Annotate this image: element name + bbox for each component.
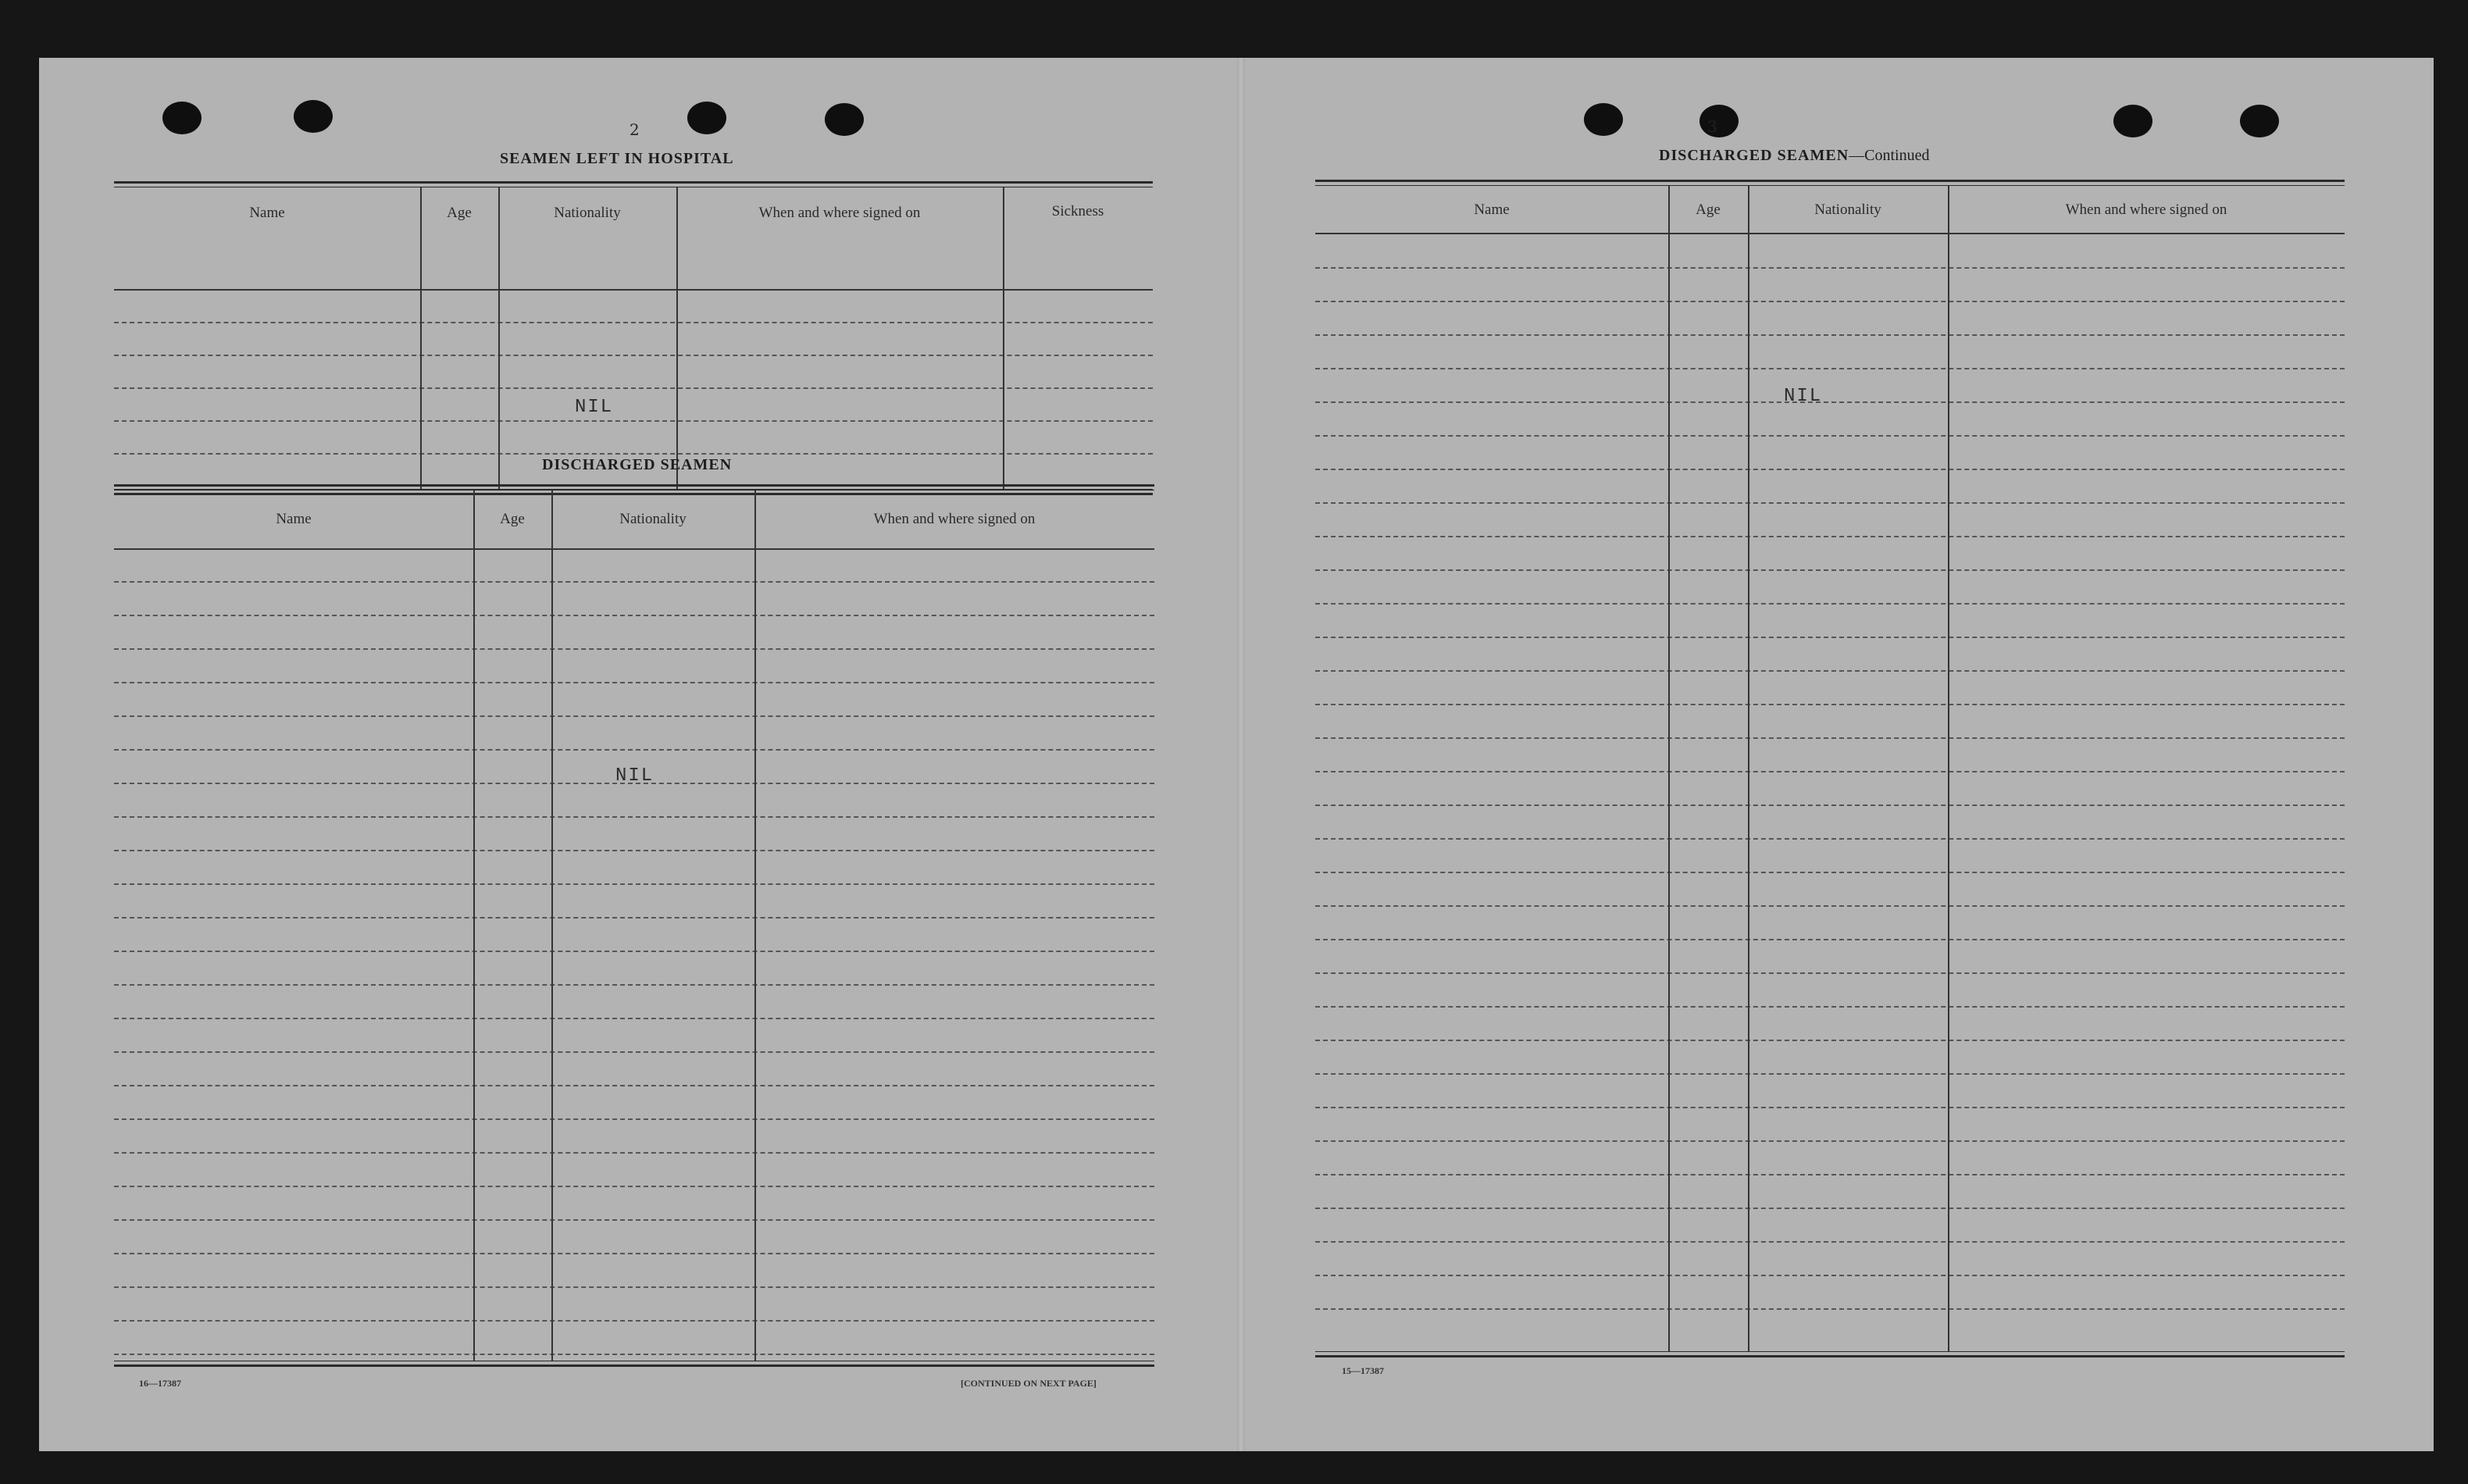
form-number: 16—17387: [139, 1378, 181, 1389]
ruled-line: [1315, 1308, 2345, 1310]
column-header-age: Age: [1696, 202, 1721, 218]
left-page: [39, 58, 1239, 1451]
ruled-line: [114, 1018, 1154, 1019]
ruled-line: [114, 1085, 1154, 1086]
section-title-discharged-continued: DISCHARGED SEAMEN—Continued: [1659, 147, 1930, 164]
ruled-line: [114, 1186, 1154, 1187]
ruled-line: [114, 883, 1154, 885]
ruled-line: [114, 850, 1154, 851]
continued-note: [CONTINUED ON NEXT PAGE]: [961, 1378, 1097, 1389]
ruled-line: [114, 816, 1154, 818]
ruled-line: [114, 1152, 1154, 1154]
ruled-line: [1315, 771, 2345, 772]
discharged-table-left: [114, 484, 1154, 1367]
column-header-signed-on: When and where signed on: [2065, 202, 2227, 218]
right-page: [1242, 58, 2434, 1451]
discharged-table-right: [1315, 180, 2345, 1357]
ruled-line: [1315, 872, 2345, 873]
ruled-line: [114, 1320, 1154, 1322]
ruled-line: [114, 1051, 1154, 1053]
punch-hole: [162, 102, 202, 134]
punch-hole: [1699, 105, 1739, 137]
ruled-line: [1315, 1107, 2345, 1108]
ruled-line: [1315, 637, 2345, 638]
ruled-line: [1315, 804, 2345, 806]
ruled-line: [1315, 1174, 2345, 1175]
ruled-line: [1315, 1006, 2345, 1008]
ruled-line: [1315, 502, 2345, 504]
punch-hole: [1584, 103, 1623, 136]
column-header-nationality: Nationality: [554, 205, 621, 221]
form-number: 15—17387: [1342, 1365, 1384, 1376]
ruled-line: [114, 615, 1154, 616]
page-number: 2: [629, 120, 640, 139]
column-header-age: Age: [500, 511, 525, 527]
ruled-line: [1315, 536, 2345, 537]
document-sheet: [39, 58, 2434, 1451]
column-header-signed-on: When and where signed on: [873, 511, 1036, 527]
column-header-name: Name: [1474, 202, 1510, 218]
ruled-line: [1315, 972, 2345, 974]
ruled-line: [1315, 1241, 2345, 1243]
ruled-line: [114, 581, 1154, 583]
ruled-line: [1315, 469, 2345, 470]
section-title-discharged: DISCHARGED SEAMEN: [542, 456, 733, 473]
ruled-line: [1315, 301, 2345, 302]
ruled-line: [114, 1354, 1154, 1355]
ruled-line: [1315, 1275, 2345, 1276]
ruled-line: [1315, 267, 2345, 269]
punch-hole: [687, 102, 726, 134]
ruled-line: [114, 749, 1154, 751]
ruled-line: [1315, 1140, 2345, 1142]
ruled-line: [1315, 1208, 2345, 1209]
ruled-line: [114, 984, 1154, 986]
ruled-line: [114, 648, 1154, 650]
ruled-line: [1315, 905, 2345, 907]
column-header-name: Name: [276, 511, 312, 527]
ruled-line: [114, 1118, 1154, 1120]
ruled-line: [114, 917, 1154, 919]
column-header-signed-on: When and where signed on: [758, 205, 921, 221]
typed-entry-nil: NIL: [1784, 386, 1823, 407]
ruled-line: [1315, 670, 2345, 672]
page-number: 3: [1707, 117, 1717, 136]
ruled-line: [114, 1219, 1154, 1221]
ruled-line: [114, 715, 1154, 717]
ruled-line: [1315, 737, 2345, 739]
section-title-hospital: SEAMEN LEFT IN HOSPITAL: [500, 150, 734, 167]
ruled-line: [1315, 838, 2345, 840]
ruled-line: [1315, 435, 2345, 437]
column-header-nationality: Nationality: [1814, 202, 1881, 218]
hospital-table: [114, 181, 1153, 495]
ruled-line: [1315, 368, 2345, 369]
punch-hole: [825, 103, 864, 136]
ruled-line: [1315, 569, 2345, 571]
ruled-line: [114, 682, 1154, 683]
column-header-sickness: Sickness: [1051, 203, 1104, 219]
ruled-line: [114, 1286, 1154, 1288]
ruled-line: [1315, 334, 2345, 336]
ruled-line: [114, 1253, 1154, 1254]
typed-entry-nil: NIL: [575, 397, 614, 418]
punch-hole: [294, 100, 333, 133]
typed-entry-nil: NIL: [615, 765, 654, 787]
ruled-line: [1315, 1040, 2345, 1041]
column-header-nationality: Nationality: [619, 511, 687, 527]
ruled-line: [1315, 1073, 2345, 1075]
punch-hole: [2113, 105, 2152, 137]
ruled-line: [1315, 401, 2345, 403]
column-header-age: Age: [447, 205, 472, 221]
ruled-line: [1315, 939, 2345, 940]
ruled-line: [114, 951, 1154, 952]
ruled-line: [1315, 603, 2345, 605]
column-header-name: Name: [249, 205, 285, 221]
ruled-line: [1315, 704, 2345, 705]
punch-hole: [2240, 105, 2279, 137]
